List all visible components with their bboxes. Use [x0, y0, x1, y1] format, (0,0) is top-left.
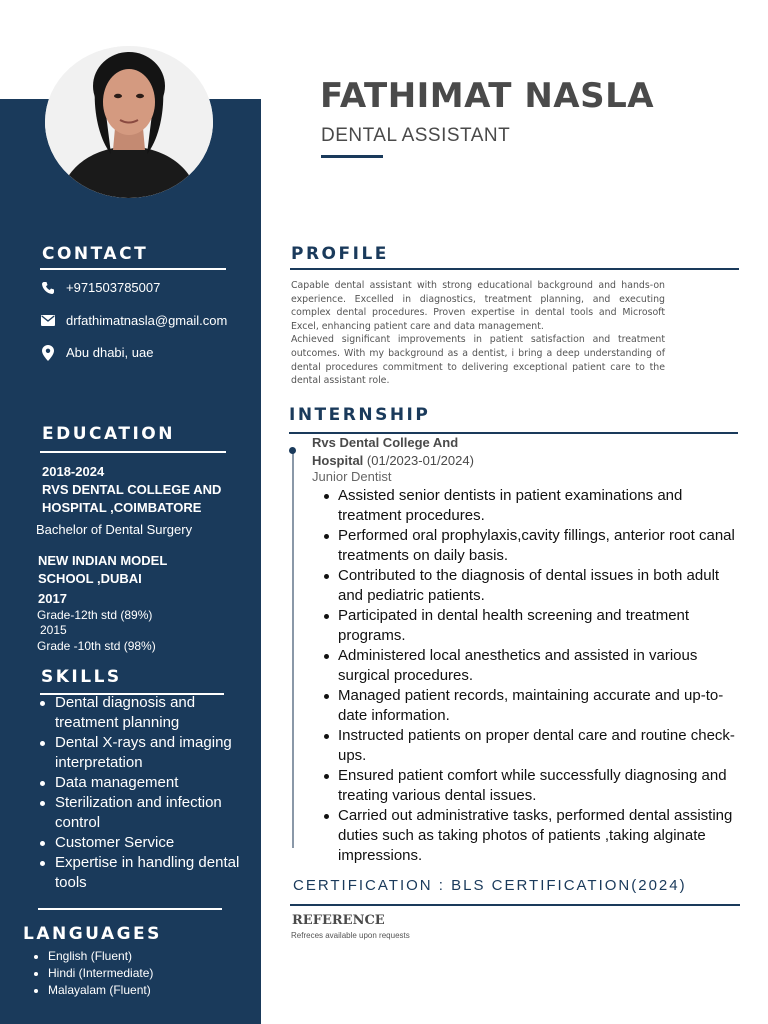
candidate-name: FATHIMAT NASLA [320, 76, 655, 116]
duty-item: Managed patient records, maintaining accurate and up-to-date information. [320, 686, 740, 726]
phone-number[interactable]: +971503785007 [66, 280, 161, 295]
internship-duties [320, 486, 740, 866]
duty-item: Instructed patients on proper dental care and routine check-ups. [320, 726, 740, 766]
internship-organization [312, 434, 532, 470]
duty-item: Ensured patient comfort while successfully diagnosing and treating various dental issues. [320, 766, 740, 806]
certification-divider [290, 904, 740, 906]
languages-list [30, 948, 153, 999]
education-divider [40, 451, 226, 453]
duty-item: Carried out administrative tasks, performed dental assisting duties such as taking photos of patients ,taking alginate impressions. [320, 806, 740, 866]
degree: Bachelor of Dental Surgery [36, 522, 193, 537]
internship-period: (01/2023-01/2024) [366, 453, 474, 468]
timeline-dot [289, 447, 296, 454]
duty-item: Assisted senior dentists in patient examinations and treatment procedures. [320, 486, 740, 526]
envelope-icon [40, 314, 56, 328]
timeline-line [292, 450, 294, 848]
skills-list [37, 693, 242, 893]
duty-item: Participated in dental health screening and treatment programs. [320, 606, 740, 646]
skill-item: Dental X-rays and imaging interpretation [37, 733, 242, 773]
reference-heading: REFERENCE [292, 913, 385, 928]
role-underline [321, 155, 383, 158]
languages-divider [38, 908, 222, 910]
grade-12: Grade-12th std (89%) [37, 608, 153, 622]
org-line-1: Rvs Dental College And [312, 435, 459, 450]
internship-title: Junior Dentist [312, 469, 392, 484]
grade-10: Grade -10th std (98%) [37, 639, 156, 653]
profile-paragraph-2: Achieved significant improvements in patient satisfaction and treatment outcomes. With my background as a dentist, i bring a deep understanding of dental procedures commitment to delivering exceptional patient care to the dental assistant role. [291, 334, 665, 387]
profile-photo [45, 46, 213, 198]
contact-email [40, 313, 227, 328]
language-item: Malayalam (Fluent) [30, 982, 153, 999]
contact-heading: CONTACT [42, 244, 149, 264]
contact-divider [40, 268, 226, 270]
skill-item: Sterilization and infection control [37, 793, 242, 833]
map-pin-icon [40, 346, 56, 360]
language-item: English (Fluent) [30, 948, 153, 965]
skill-item: Data management [37, 773, 242, 793]
skill-item: Customer Service [37, 833, 242, 853]
duty-item: Administered local anesthetics and assisted in various surgical procedures. [320, 646, 740, 686]
candidate-role: DENTAL ASSISTANT [321, 125, 511, 146]
language-item: Hindi (Intermediate) [30, 965, 153, 982]
phone-icon [40, 281, 56, 295]
internship-heading: INTERNSHIP [289, 405, 431, 425]
profile-heading: PROFILE [291, 244, 389, 264]
languages-heading: LANGUAGES [23, 924, 162, 944]
duty-item: Contributed to the diagnosis of dental issues in both adult and pediatric patients. [320, 566, 740, 606]
email-address[interactable]: drfathimatnasla@gmail.com [66, 313, 228, 328]
reference-text: Refreces available upon requests [291, 931, 410, 940]
location-text: Abu dhabi, uae [66, 345, 154, 360]
college-name-line-2: HOSPITAL ,COIMBATORE [42, 500, 202, 515]
school-year-10: 2015 [40, 623, 67, 637]
education-heading: EDUCATION [42, 424, 175, 444]
college-years: 2018-2024 [42, 464, 105, 479]
school-name-line-1: NEW INDIAN MODEL [38, 553, 168, 568]
college-name-line-1: RVS DENTAL COLLEGE AND [42, 482, 222, 497]
profile-paragraph-1: Capable dental assistant with strong educational background and hands-on experience. Excelled in diagnostics, treatment planning, and executing complex dental procedures. Proven expertise in dental tools and Microsoft Excel, enhancing patient care and data management. [291, 280, 665, 332]
profile-divider [290, 268, 739, 270]
school-name-line-2: SCHOOL ,DUBAI [38, 571, 142, 586]
skills-heading: SKILLS [41, 667, 122, 687]
org-line-2: Hospital [312, 453, 364, 468]
contact-location [40, 345, 153, 360]
skill-item: Expertise in handling dental tools [37, 853, 242, 893]
duty-item: Performed oral prophylaxis,cavity fillings, anterior root canal treatments on daily basis. [320, 526, 740, 566]
profile-summary [291, 279, 665, 388]
certification-line: CERTIFICATION : BLS CERTIFICATION(2024) [293, 877, 687, 894]
school-year-12: 2017 [38, 591, 67, 606]
skill-item: Dental diagnosis and treatment planning [37, 693, 242, 733]
contact-phone [40, 280, 160, 295]
